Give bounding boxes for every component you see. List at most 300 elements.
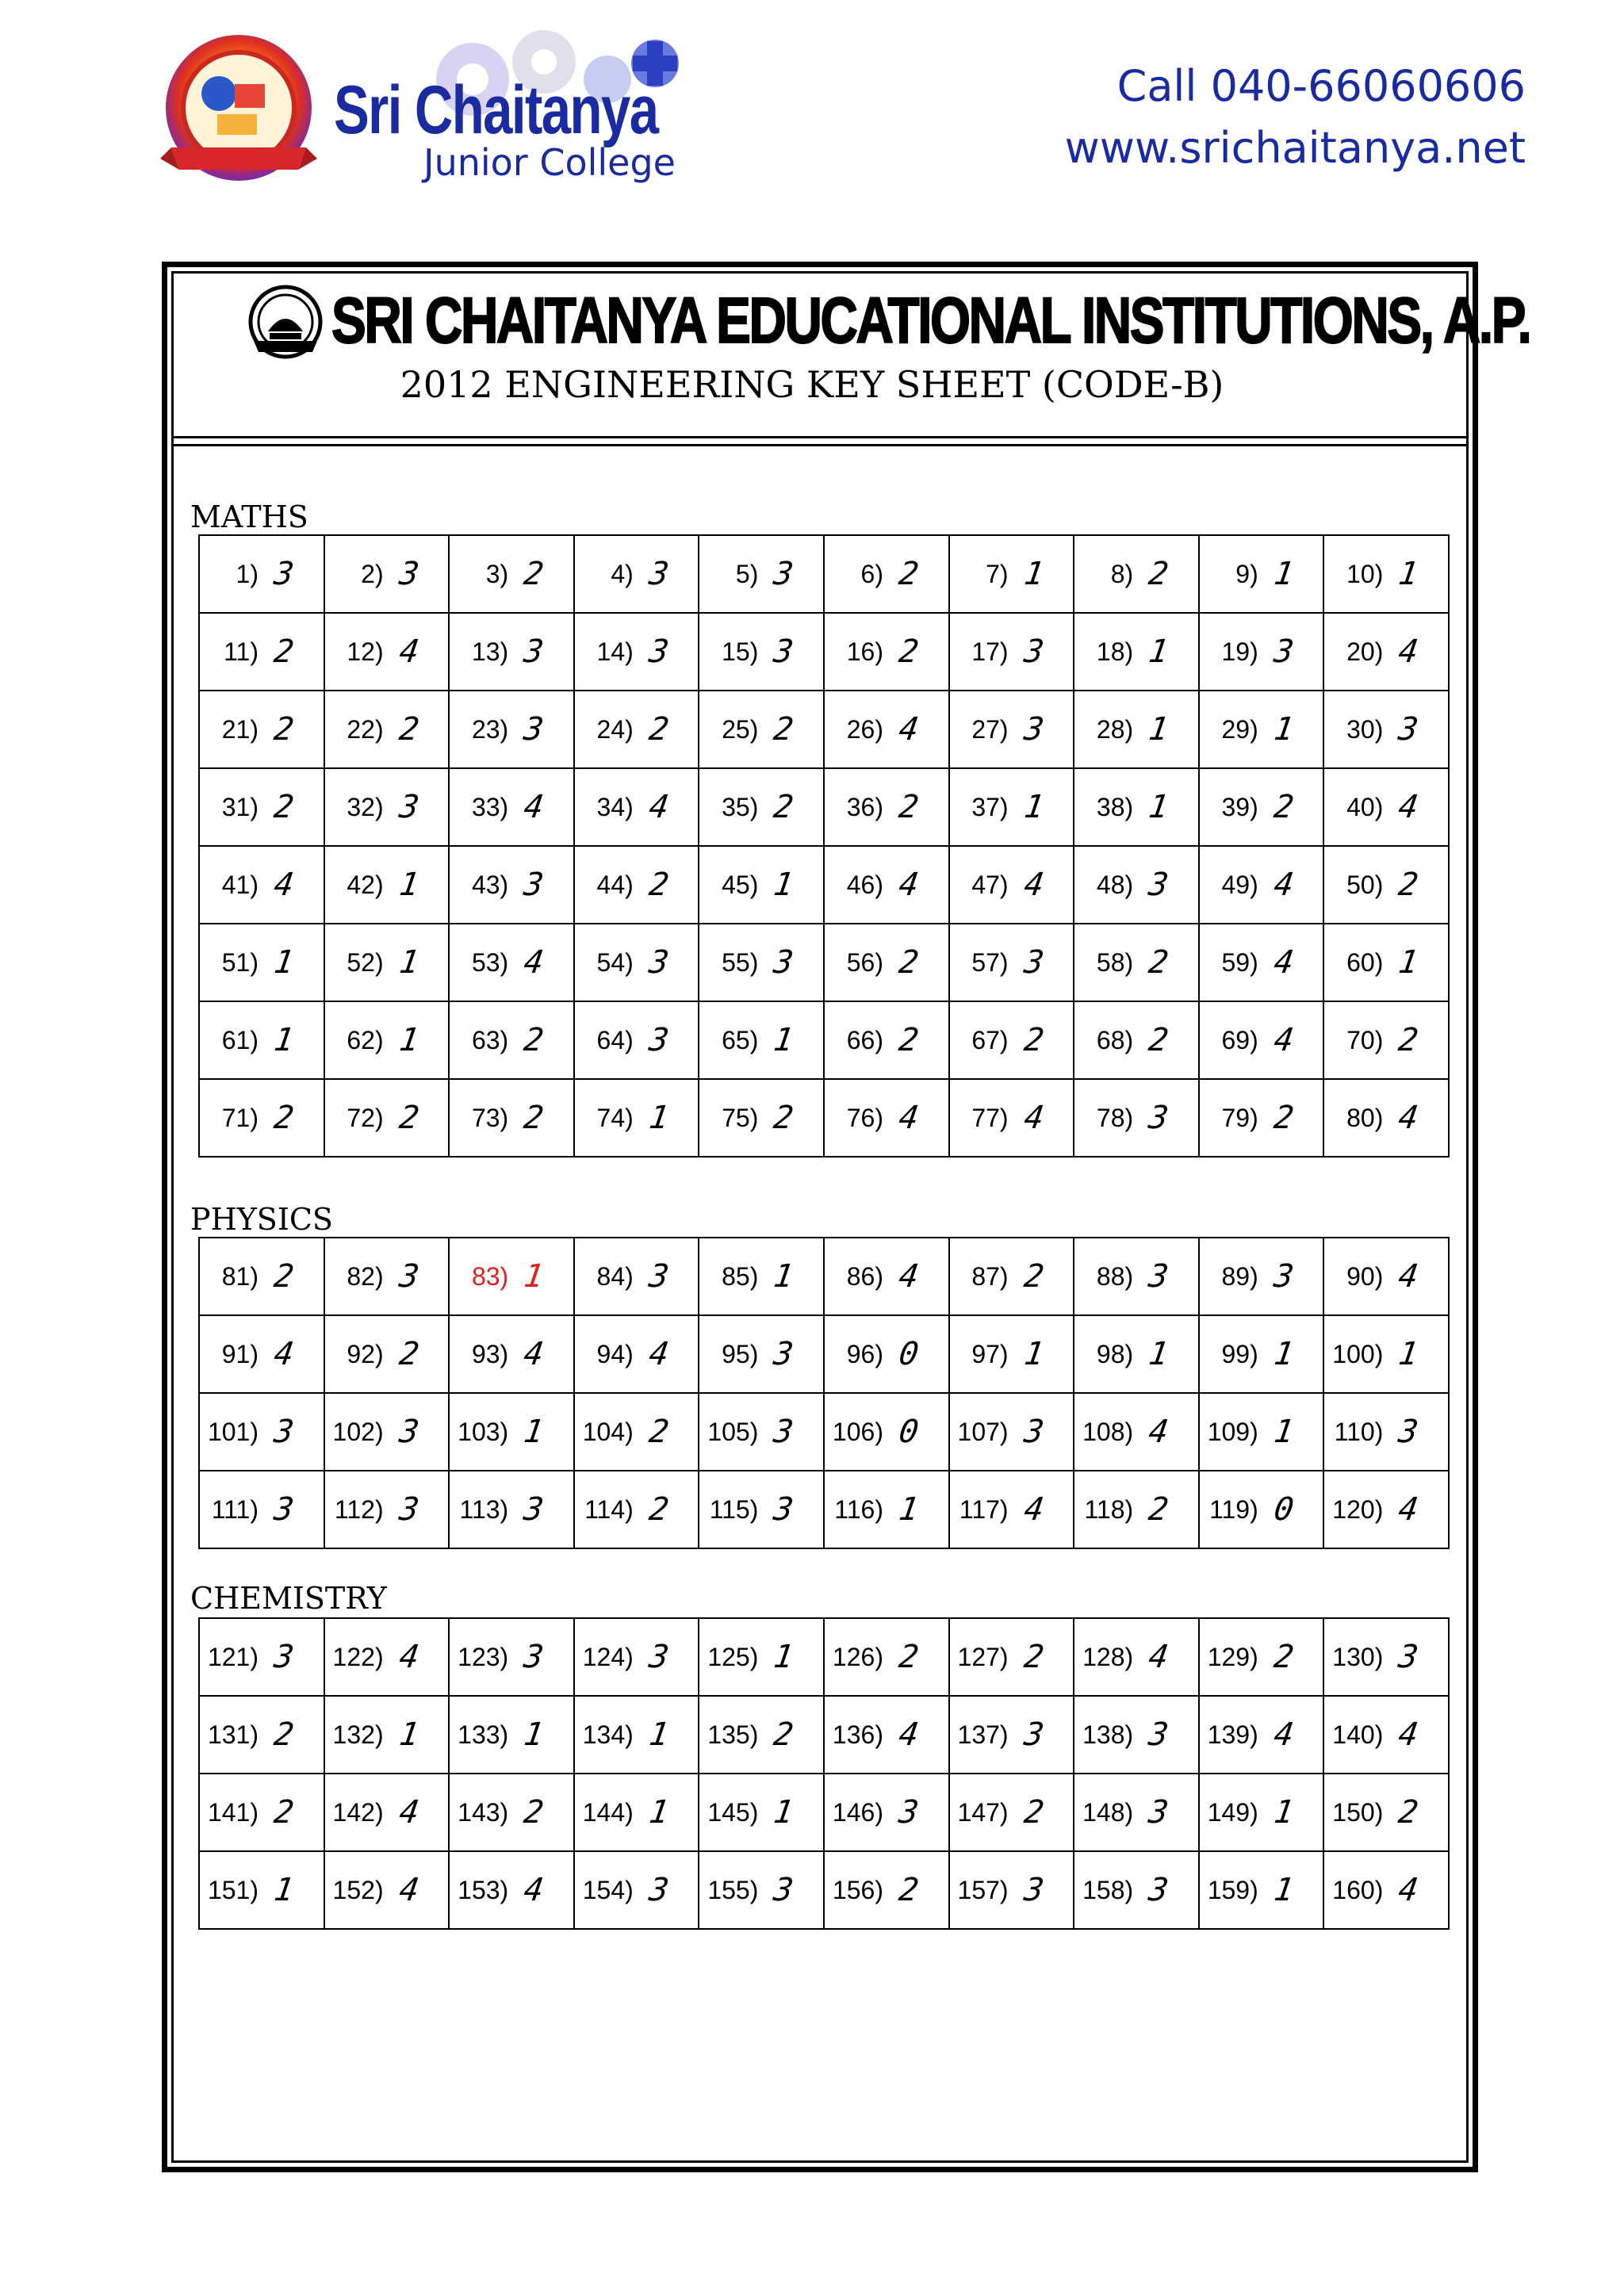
sheet-title: 2012 ENGINEERING KEY SHEET (CODE-B) — [400, 363, 1224, 406]
answer-cell — [449, 1851, 574, 1929]
question-number: 14) — [596, 637, 634, 666]
answer-key: 4 — [1021, 1100, 1046, 1136]
answer-key: 1 — [1146, 1336, 1171, 1372]
question-number: 78) — [1096, 1103, 1134, 1132]
section-label-maths: MATHS — [190, 499, 308, 534]
answer-cell — [1323, 1079, 1449, 1157]
question-number: 47) — [971, 870, 1009, 899]
answer-cell — [199, 1471, 324, 1548]
answer-key: 4 — [1271, 867, 1297, 903]
question-number: 24) — [596, 714, 634, 744]
answer-cell — [1199, 1851, 1324, 1929]
question-number: 107) — [957, 1417, 1009, 1446]
answer-key: 2 — [396, 711, 421, 748]
question-number: 20) — [1346, 637, 1384, 666]
question-number: 11) — [224, 637, 259, 666]
answer-cell — [699, 1851, 824, 1929]
answer-key: 2 — [1021, 1258, 1046, 1295]
question-number: 28) — [1096, 714, 1134, 744]
answer-key: 1 — [396, 867, 421, 903]
answer-cell — [824, 1618, 949, 1696]
answer-cell — [324, 691, 450, 768]
answer-cell — [1199, 613, 1324, 691]
answer-cell — [1199, 1696, 1324, 1774]
question-number: 98) — [1096, 1339, 1134, 1368]
question-number: 121) — [207, 1642, 259, 1671]
answer-cell — [824, 1471, 949, 1548]
answer-key: 1 — [1396, 944, 1421, 981]
question-number: 132) — [332, 1720, 384, 1749]
question-number: 44) — [596, 870, 634, 899]
answer-row — [199, 1238, 1449, 1315]
answer-key: 3 — [646, 556, 672, 592]
question-number: 102) — [332, 1417, 384, 1446]
answer-key: 3 — [772, 556, 796, 592]
answer-cell — [574, 1315, 699, 1393]
answer-key: 2 — [271, 1716, 297, 1753]
answer-cell — [199, 1851, 324, 1929]
question-number: 141) — [207, 1797, 259, 1827]
answer-key: 2 — [896, 1872, 921, 1908]
answer-cell — [199, 1393, 324, 1471]
question-number: 53) — [471, 947, 509, 977]
question-number: 46) — [846, 870, 883, 899]
answer-cell — [949, 768, 1074, 846]
answer-key: 2 — [1396, 1022, 1421, 1058]
question-number: 83) — [471, 1261, 509, 1291]
answer-key: 2 — [896, 633, 921, 670]
answer-key: 3 — [772, 1491, 796, 1528]
answer-cell — [449, 1001, 574, 1079]
answer-cell — [824, 1315, 949, 1393]
question-number: 32) — [347, 792, 384, 821]
answer-cell — [1323, 1001, 1449, 1079]
answer-cell — [574, 1079, 699, 1157]
answer-key: 4 — [1396, 1100, 1421, 1136]
answer-key: 1 — [396, 1022, 421, 1058]
question-number: 154) — [582, 1875, 634, 1904]
answer-cell — [949, 1393, 1074, 1471]
answer-cell — [574, 691, 699, 768]
answer-key: 1 — [772, 1022, 796, 1058]
answer-key: 4 — [521, 789, 546, 825]
answer-key: 2 — [1146, 1022, 1171, 1058]
question-number: 140) — [1332, 1720, 1384, 1749]
answer-key: 2 — [271, 789, 297, 825]
answer-cell — [824, 846, 949, 924]
question-number: 125) — [707, 1642, 759, 1671]
question-number: 122) — [332, 1642, 384, 1671]
question-number: 109) — [1207, 1417, 1258, 1446]
answer-cell — [574, 1238, 699, 1315]
answer-cell — [324, 1696, 450, 1774]
question-number: 119) — [1209, 1494, 1258, 1524]
question-number: 123) — [458, 1642, 509, 1671]
answer-key: 4 — [1396, 1716, 1421, 1753]
answer-key: 4 — [271, 1336, 297, 1372]
answer-cell — [824, 1238, 949, 1315]
answer-key: 3 — [521, 1491, 546, 1528]
question-number: 101) — [207, 1417, 259, 1446]
answer-key: 1 — [1146, 711, 1171, 748]
answer-cell — [199, 846, 324, 924]
question-number: 37) — [971, 792, 1009, 821]
answer-key: 3 — [1021, 711, 1046, 748]
answer-key: 2 — [521, 556, 546, 592]
answer-key: 4 — [521, 944, 546, 981]
answer-key: 2 — [1021, 1639, 1046, 1675]
question-number: 31) — [221, 792, 259, 821]
answer-key: 1 — [396, 944, 421, 981]
answer-cell — [824, 1851, 949, 1929]
answer-key: 1 — [772, 1639, 796, 1675]
answer-cell — [1323, 613, 1449, 691]
question-number: 56) — [846, 947, 883, 977]
answer-key: 2 — [1021, 1794, 1046, 1831]
answer-row — [199, 1851, 1449, 1929]
answer-key: 3 — [1146, 1872, 1171, 1908]
answer-key: 3 — [1021, 1716, 1046, 1753]
question-number: 59) — [1221, 947, 1258, 977]
question-number: 87) — [971, 1261, 1009, 1291]
answer-key: 1 — [271, 944, 297, 981]
answer-key: 3 — [1146, 867, 1171, 903]
answer-key: 2 — [896, 944, 921, 981]
question-number: 6) — [860, 559, 883, 588]
answer-key: 4 — [1396, 1872, 1421, 1908]
answer-cell — [324, 1618, 450, 1696]
answer-cell — [324, 1851, 450, 1929]
answer-cell — [324, 1774, 450, 1851]
question-number: 148) — [1082, 1797, 1134, 1827]
answer-key: 4 — [896, 1258, 921, 1295]
answer-key: 2 — [772, 1100, 796, 1136]
answer-key: 1 — [646, 1716, 672, 1753]
answer-key: 1 — [896, 1491, 921, 1528]
answer-cell — [574, 768, 699, 846]
answer-cell — [699, 846, 824, 924]
question-number: 152) — [332, 1875, 384, 1904]
question-number: 18) — [1096, 637, 1134, 666]
answer-cell — [449, 1618, 574, 1696]
answer-key: 4 — [1396, 633, 1421, 670]
answer-key: 1 — [1396, 556, 1421, 592]
answer-row — [199, 1471, 1449, 1548]
college-emblem-icon — [155, 29, 322, 195]
question-number: 33) — [471, 792, 509, 821]
question-number: 126) — [832, 1642, 883, 1671]
brand-subtitle: Junior College — [423, 141, 676, 184]
answer-cell — [324, 924, 450, 1001]
answer-cell — [324, 1315, 450, 1393]
question-number: 30) — [1346, 714, 1384, 744]
answer-cell — [824, 535, 949, 613]
answer-cell — [949, 1079, 1074, 1157]
answer-cell — [1199, 535, 1324, 613]
question-number: 68) — [1096, 1025, 1134, 1054]
answer-cell — [1323, 1393, 1449, 1471]
answer-cell — [1323, 768, 1449, 846]
answer-key: 4 — [896, 867, 921, 903]
answer-key: 3 — [396, 789, 421, 825]
answer-cell — [949, 1774, 1074, 1851]
answer-row — [199, 1618, 1449, 1696]
answer-key: 3 — [1146, 1794, 1171, 1831]
answer-cell — [824, 924, 949, 1001]
answer-cell — [1074, 768, 1199, 846]
answer-cell — [699, 1079, 824, 1157]
answer-key: 4 — [1146, 1414, 1171, 1450]
maths-answer-table — [198, 534, 1450, 1158]
question-number: 147) — [957, 1797, 1009, 1827]
answer-cell — [449, 846, 574, 924]
question-number: 5) — [735, 559, 759, 588]
answer-key: 3 — [646, 1639, 672, 1675]
answer-key: 3 — [1396, 1639, 1421, 1675]
answer-key: 3 — [396, 556, 421, 592]
question-number: 103) — [458, 1417, 509, 1446]
answer-key: 1 — [1271, 556, 1297, 592]
institution-header — [246, 282, 1530, 362]
answer-key: 4 — [396, 1639, 421, 1675]
question-number: 138) — [1082, 1720, 1134, 1749]
answer-cell — [449, 613, 574, 691]
contact-block — [1065, 55, 1526, 179]
answer-cell — [824, 1001, 949, 1079]
question-number: 92) — [347, 1339, 384, 1368]
question-number: 158) — [1082, 1875, 1134, 1904]
answer-key: 3 — [646, 944, 672, 981]
answer-key: 4 — [1271, 1716, 1297, 1753]
website-link[interactable]: www.srichaitanya.net — [1064, 123, 1526, 173]
answer-cell — [1074, 691, 1199, 768]
question-number: 45) — [722, 870, 759, 899]
answer-cell — [324, 613, 450, 691]
question-number: 21) — [221, 714, 259, 744]
answer-key: 4 — [1021, 867, 1046, 903]
answer-key: 2 — [646, 1414, 672, 1450]
answer-key: 2 — [1271, 789, 1297, 825]
answer-cell — [449, 1393, 574, 1471]
question-number: 88) — [1096, 1261, 1134, 1291]
answer-key: 4 — [1396, 789, 1421, 825]
answer-cell — [699, 535, 824, 613]
question-number: 135) — [707, 1720, 759, 1749]
answer-cell — [574, 1471, 699, 1548]
question-number: 66) — [846, 1025, 883, 1054]
answer-row — [199, 1079, 1449, 1157]
answer-cell — [1323, 1851, 1449, 1929]
question-number: 137) — [957, 1720, 1009, 1749]
answer-key: 4 — [1396, 1491, 1421, 1528]
answer-key: 1 — [1021, 1336, 1046, 1372]
answer-cell — [1323, 1238, 1449, 1315]
answer-key: 1 — [1271, 1794, 1297, 1831]
institution-logo-icon — [246, 282, 325, 362]
answer-cell — [949, 1696, 1074, 1774]
question-number: 127) — [957, 1642, 1009, 1671]
answer-cell — [574, 924, 699, 1001]
answer-key: 3 — [1146, 1258, 1171, 1295]
answer-cell — [199, 1079, 324, 1157]
question-number: 58) — [1096, 947, 1134, 977]
answer-cell — [1323, 1774, 1449, 1851]
section-label-chemistry: CHEMISTRY — [190, 1581, 387, 1616]
question-number: 50) — [1346, 870, 1384, 899]
answer-key: 3 — [521, 633, 546, 670]
answer-cell — [824, 613, 949, 691]
answer-cell — [949, 924, 1074, 1001]
answer-cell — [324, 1001, 450, 1079]
answer-cell — [1074, 1851, 1199, 1929]
question-number: 142) — [332, 1797, 384, 1827]
institution-name: SRI CHAITANYA EDUCATIONAL INSTITUTIONS, A.P. — [331, 285, 1530, 357]
answer-cell — [1074, 613, 1199, 691]
question-number: 35) — [722, 792, 759, 821]
question-number: 65) — [722, 1025, 759, 1054]
answer-cell — [824, 1696, 949, 1774]
question-number: 94) — [596, 1339, 634, 1368]
answer-key: 2 — [646, 711, 672, 748]
answer-key: 0 — [1271, 1491, 1297, 1528]
answer-cell — [574, 1851, 699, 1929]
question-number: 124) — [582, 1642, 634, 1671]
answer-cell — [1074, 1001, 1199, 1079]
answer-cell — [699, 1774, 824, 1851]
answer-key: 1 — [1021, 556, 1046, 592]
answer-cell — [1074, 1774, 1199, 1851]
question-number: 97) — [971, 1339, 1009, 1368]
answer-key: 1 — [646, 1794, 672, 1831]
answer-key: 4 — [1021, 1491, 1046, 1528]
answer-row — [199, 535, 1449, 613]
answer-key: 3 — [1021, 1414, 1046, 1450]
question-number: 64) — [596, 1025, 634, 1054]
answer-cell — [449, 1471, 574, 1548]
answer-key: 2 — [1146, 944, 1171, 981]
answer-cell — [824, 1774, 949, 1851]
answer-key: 4 — [521, 1336, 546, 1372]
answer-cell — [449, 1774, 574, 1851]
answer-cell — [1074, 1471, 1199, 1548]
question-number: 26) — [846, 714, 883, 744]
answer-key: 2 — [772, 711, 796, 748]
question-number: 114) — [584, 1494, 634, 1524]
answer-key: 1 — [396, 1716, 421, 1753]
question-number: 60) — [1346, 947, 1384, 977]
answer-cell — [1074, 1696, 1199, 1774]
answer-cell — [449, 768, 574, 846]
answer-cell — [324, 768, 450, 846]
answer-cell — [949, 535, 1074, 613]
brand-header — [155, 24, 710, 206]
answer-row — [199, 1001, 1449, 1079]
answer-cell — [1323, 1315, 1449, 1393]
question-number: 48) — [1096, 870, 1134, 899]
answer-cell — [574, 1001, 699, 1079]
answer-key: 3 — [1021, 944, 1046, 981]
question-number: 117) — [959, 1494, 1009, 1524]
answer-cell — [199, 1618, 324, 1696]
section-label-physics: PHYSICS — [190, 1202, 333, 1237]
answer-cell — [199, 613, 324, 691]
question-number: 81) — [221, 1261, 259, 1291]
answer-cell — [1199, 1079, 1324, 1157]
answer-cell — [1323, 691, 1449, 768]
answer-cell — [824, 1079, 949, 1157]
answer-key: 1 — [1271, 711, 1297, 748]
answer-cell — [449, 1079, 574, 1157]
question-number: 120) — [1332, 1494, 1384, 1524]
answer-key: 2 — [1271, 1639, 1297, 1675]
answer-cell — [699, 1001, 824, 1079]
answer-key: 1 — [521, 1716, 546, 1753]
question-number: 57) — [971, 947, 1009, 977]
question-number: 133) — [458, 1720, 509, 1749]
answer-cell — [1323, 1696, 1449, 1774]
question-number: 160) — [1332, 1875, 1384, 1904]
question-number: 108) — [1082, 1417, 1134, 1446]
question-number: 112) — [334, 1494, 384, 1524]
answer-cell — [949, 1315, 1074, 1393]
answer-key: 2 — [896, 789, 921, 825]
answer-cell — [199, 1696, 324, 1774]
question-number: 129) — [1207, 1642, 1258, 1671]
answer-cell — [199, 1774, 324, 1851]
question-number: 95) — [722, 1339, 759, 1368]
question-number: 113) — [459, 1494, 509, 1524]
question-number: 151) — [207, 1875, 259, 1904]
answer-cell — [199, 768, 324, 846]
answer-cell — [324, 1079, 450, 1157]
question-number: 1) — [236, 559, 259, 588]
answer-key: 3 — [271, 556, 297, 592]
answer-key: 1 — [772, 867, 796, 903]
question-number: 149) — [1207, 1797, 1258, 1827]
answer-cell — [824, 768, 949, 846]
answer-key: 4 — [396, 1794, 421, 1831]
answer-cell — [699, 768, 824, 846]
answer-cell — [449, 1696, 574, 1774]
answer-cell — [1074, 924, 1199, 1001]
question-number: 100) — [1332, 1339, 1384, 1368]
question-number: 39) — [1221, 792, 1258, 821]
answer-cell — [449, 924, 574, 1001]
answer-key: 4 — [396, 1872, 421, 1908]
answer-key: 4 — [896, 1100, 921, 1136]
answer-cell — [699, 1393, 824, 1471]
question-number: 62) — [347, 1025, 384, 1054]
answer-key: 3 — [1396, 711, 1421, 748]
question-number: 51) — [221, 947, 259, 977]
answer-key: 3 — [772, 633, 796, 670]
answer-key: 2 — [896, 556, 921, 592]
question-number: 157) — [957, 1875, 1009, 1904]
answer-cell — [449, 1315, 574, 1393]
answer-cell — [1199, 768, 1324, 846]
answer-key: 2 — [1146, 1491, 1171, 1528]
answer-key: 3 — [646, 633, 672, 670]
answer-cell — [949, 1001, 1074, 1079]
answer-cell — [949, 1238, 1074, 1315]
answer-key: 3 — [646, 1872, 672, 1908]
answer-key: 3 — [396, 1414, 421, 1450]
answer-key: 3 — [396, 1491, 421, 1528]
question-number: 84) — [596, 1261, 634, 1291]
answer-cell — [324, 1471, 450, 1548]
question-number: 42) — [347, 870, 384, 899]
question-number: 34) — [596, 792, 634, 821]
